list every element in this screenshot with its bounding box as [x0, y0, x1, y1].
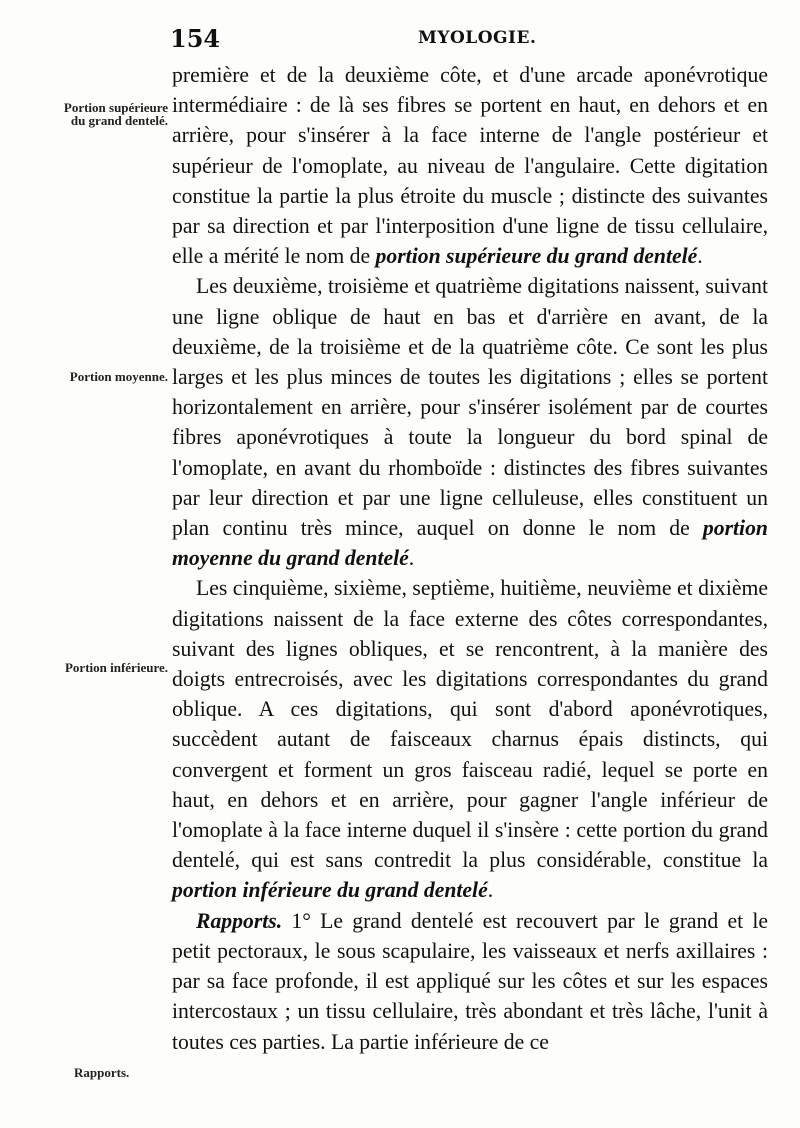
page-number: 154 — [170, 24, 221, 53]
paragraph-emphasis: portion moyenne du grand dentelé — [172, 516, 768, 571]
margin-note-portion-superieure: Portion supérieure du grand dentelé. — [63, 100, 168, 128]
paragraph-text-after: . — [487, 878, 494, 903]
paragraph-lead: Rapports. — [196, 908, 283, 933]
margin-note-rapports: Rapports. — [74, 1065, 130, 1080]
paragraph — [172, 271, 768, 573]
body-text — [172, 60, 768, 1057]
paragraph-emphasis: portion inférieure du grand dentelé — [172, 878, 488, 903]
margin-note-portion-moyenne: Portion moyenne. — [69, 369, 168, 384]
margin-notes — [0, 0, 170, 1128]
paragraph-text: 1° Le grand dentelé est recouvert par le grand et le petit pectoraux, le sous scapulaire, les vaisseaux et nerfs axillaires : par sa face profonde, il est appliqué sur les côtes et sur les espaces intercostaux ; un tissu cellulaire, très abondant et très lâche, l'unit à toutes ces parties. La partie inférieure de ce — [172, 908, 768, 1054]
running-title: MYOLOGIE. — [418, 28, 537, 48]
paragraph-text-after: . — [697, 244, 703, 269]
paragraph — [172, 573, 768, 905]
paragraph — [172, 60, 768, 271]
paragraph-text: Les deuxième, troisième et quatrième digitations naissent, suivant une ligne oblique de haut en bas et d'arrière en avant, de la deuxième, de la troisième et de la quatrième côte. Ce sont les plus larges et les plus minces de toutes les digitations ; elles se portent horizontalement en arrière, pour s'insérer isolément par de courtes fibres aponévrotiques à toute la longueur du bord spinal de l'omoplate, en avant du rhomboïde : distinctes des fibres suivantes par leur direction et par une ligne celluleuse, elles constituent un plan continu très mince, auquel on donne le nom de — [172, 274, 768, 541]
paragraph-emphasis: portion supérieure du grand dentelé — [375, 244, 698, 269]
margin-note-portion-inferieure: Portion inférieure. — [64, 660, 168, 675]
paragraph-text: Les cinquième, sixième, septième, huitième, neuvième et dixième digitations naissent de la face externe des côtes correspondantes, suivant des lignes obliques, et se rencontrent, à la manière des doigts entrecroisés, avec les digitations correspondantes du grand oblique. A ces digitations, qui sont d'abord aponévrotiques, succèdent autant de faisceaux charnus épais distincts, qui convergent et forment un gros faisceau radié, lequel se porte en haut, en dehors et en arrière, pour gagner l'angle inférieur de l'omoplate à la face interne duquel il s'insère : cette portion du grand dentelé, qui est sans contredit la plus considérable, constitue la — [172, 576, 768, 873]
paragraph-text: première et de la deuxième côte, et d'une arcade aponévrotique intermédiaire : de là ses fibres se portent en haut, en dehors et en arrière, pour s'insérer à la face interne de l'angle postérieur et supérieur de l'omoplate, au niveau de l'angulaire. Cette digitation constitue la partie la plus étroite du muscle ; distincte des suivantes par sa direction et par l'interposition d'une ligne de tissu cellulaire, elle a mérité le nom de — [172, 63, 768, 269]
paragraph-text-after: . — [408, 546, 415, 571]
paragraph — [172, 906, 768, 1057]
